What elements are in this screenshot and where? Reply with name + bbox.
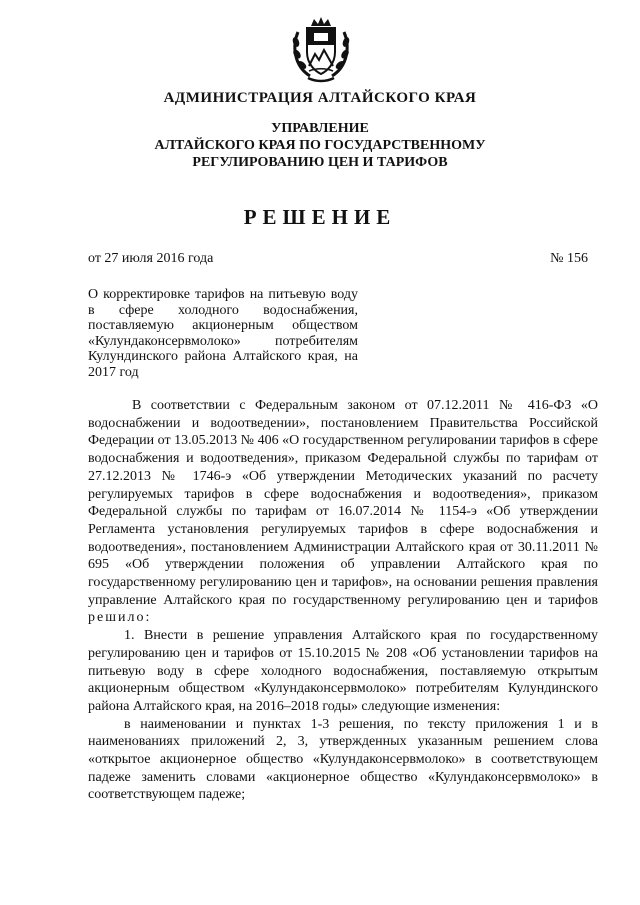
document-body: [88, 397, 598, 804]
resolved-suffix: :: [145, 610, 150, 626]
preamble-text: В соответствии с Федеральным законом от 07.12.2011 № 416-ФЗ «О водоснабжении и водоотведении», постановлением Правительства Российской Федерации от 13.05.2013 № 406 «О государственном регулировании тарифов в сфере водоснабжения и водоотведения», приказом Федеральной службы по тарифам от 27.12.2013 № 1746-э «Об утверждении Методических указаний по расчету регулируемых тарифов в сфере водоснабжения и водоотведения», приказом Федеральной службы по тарифам от 16.07.2014 № 1154-э «Об утверждении Регламента установления регулируемых тарифов в сфере водоснабжения и водоотведения», постановлением Администрации Алтайского края от 30.11.2011 № 695 «Об утверждении положения об управлении Алтайского края по государственному регулированию цен и тарифов», на основании решения правления управление Алтайского края по государственному регулированию цен и тарифов: [88, 398, 598, 608]
document-date: от 27 июля 2016 года: [88, 251, 214, 266]
item-1-paragraph: 1. Внести в решение управления Алтайского края по государственному регулированию цен и тарифов от 15.10.2015 № 208 «Об установлении тарифов на питьевую воду в сфере холодного водоснабжения, поставляемую открытым акционерным обществом «Кулундаконсервмолоко» потребителям Кулундинского района Алтайского края, на 2016–2018 годы» следующие изменения:: [88, 628, 598, 714]
document-type-title: РЕШЕНИЕ: [243, 205, 397, 229]
preamble-paragraph: [88, 397, 598, 627]
organization-title: АДМИНИСТРАЦИЯ АЛТАЙСКОГО КРАЯ: [163, 90, 477, 106]
document-number: № 156: [550, 251, 588, 266]
coat-of-arms-icon: [290, 14, 352, 84]
item-1-sub-paragraph: в наименовании и пунктах 1-3 решения, по тексту приложения 1 и в наименованиях приложений 2, 3, утвержденных указанным решением слова «открытое акционерное общество «Кулундаконсервмолоко» в соответствующем падеже заменить словами «акционерное общество «Кулундаконсервмолоко» в соответствующем падеже;: [88, 716, 598, 803]
department-line: УПРАВЛЕНИЕ: [271, 121, 369, 136]
document-subject: О корректировке тарифов на питьевую воду в сфере холодного водоснабжения, поставляемую акционерным обществом «Кулундаконсервмолоко» потребителям Кулундинского района Алтайского края, на 2017 год: [88, 287, 358, 380]
department-line: АЛТАЙСКОГО КРАЯ ПО ГОСУДАРСТВЕННОМУ: [154, 138, 486, 153]
department-line: РЕГУЛИРОВАНИЮ ЦЕН И ТАРИФОВ: [192, 155, 448, 170]
department-title: [0, 120, 640, 171]
resolved-word: решило: [88, 610, 146, 626]
